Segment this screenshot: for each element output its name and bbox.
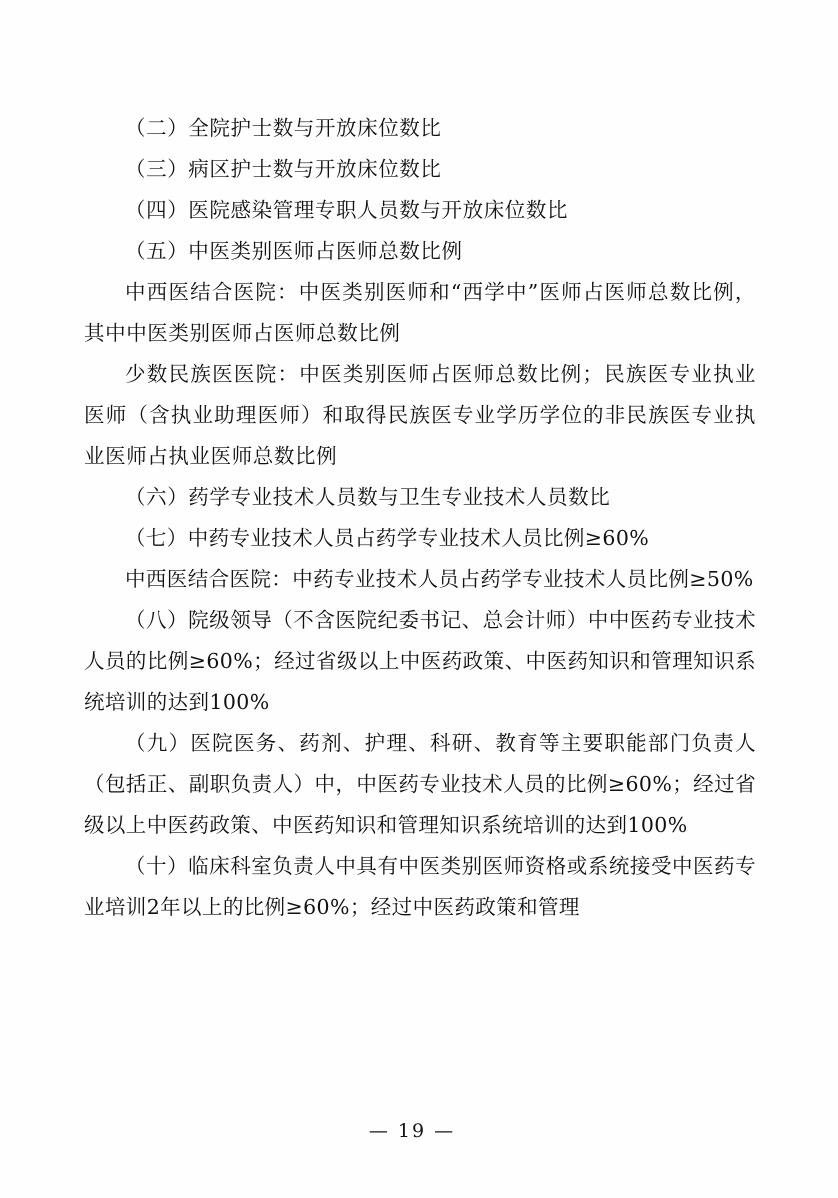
paragraph: （二）全院护士数与开放床位数比: [125, 116, 442, 140]
paragraph: 中西医结合医院：中药专业技术人员占药学专业技术人员比例≥50%: [125, 567, 754, 591]
paragraph: （三）病区护士数与开放床位数比: [125, 157, 442, 181]
paragraph: 少数民族医医院：中医类别医师占医师总数比例；民族医专业执业医师（含执业助理医师）和取得民族医专业学历学位的非民族医专业执业医师占执业医师总数比例: [84, 362, 756, 468]
paragraph: （八）院级领导（不含医院纪委书记、总会计师）中中医药专业技术人员的比例≥60%；经过省级以上中医药政策、中医药知识和管理知识系统培训的达到100%: [84, 608, 756, 714]
paragraph: （十）临床科室负责人中具有中医类别医师资格或系统接受中医药专业培训2年以上的比例≥60%；经过中医药政策和管理: [84, 854, 756, 919]
paragraph: （七）中药专业技术人员占药学专业技术人员比例≥60%: [125, 526, 650, 550]
page-footer: [0, 1120, 838, 1142]
paragraph: （五）中医类别医师占医师总数比例: [125, 239, 463, 263]
paragraph: （四）医院感染管理专职人员数与开放床位数比: [125, 198, 569, 222]
paragraph: 中西医结合医院：中医类别医师和“西学中”医师占医师总数比例，其中中医类别医师占医师总数比例: [84, 280, 756, 345]
paragraph: （六）药学专业技术人员数与卫生专业技术人员数比: [125, 485, 611, 509]
page-number: — 19 —: [368, 1120, 456, 1142]
paragraph: （九）医院医务、药剂、护理、科研、教育等主要职能部门负责人（包括正、副职负责人）中，中医药专业技术人员的比例≥60%；经过省级以上中医药政策、中医药知识和管理知识系统培训的达到100%: [84, 731, 756, 837]
document-body: [84, 108, 756, 928]
